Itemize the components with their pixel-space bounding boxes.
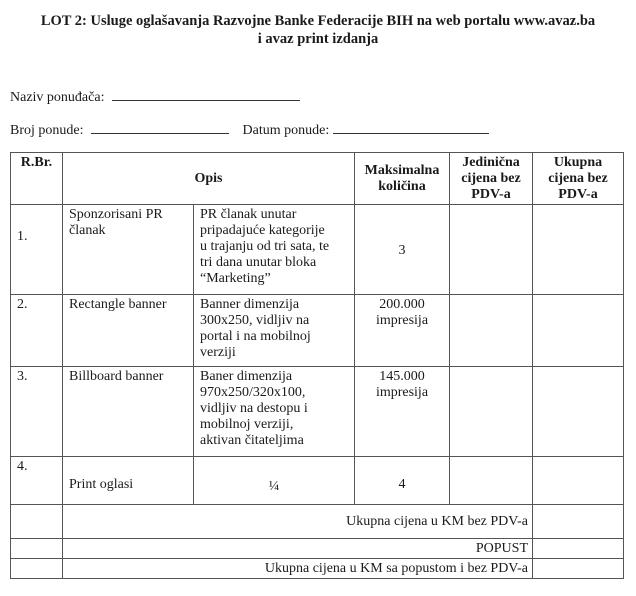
table-row [11,205,624,295]
total-price-cell[interactable] [533,457,624,505]
item-description: PR članak unutar pripadajuće kategorije u trajanju od tri sata, te tri dana unutar bloka “Marketing” [194,205,355,295]
item-quantity: 200.000 impresija [355,295,450,367]
header-unit-price: Jedinična cijena bez PDV-a [450,153,533,205]
offer-row [10,119,489,139]
row-number: 3. [11,367,63,457]
bidder-name-label: Naziv ponuđača: [10,90,105,105]
total-price-cell[interactable] [533,205,624,295]
summary-row-total-discount [11,559,624,579]
row-number: 2. [11,295,63,367]
unit-price-cell[interactable] [450,295,533,367]
table-row [11,457,624,505]
item-quantity: 4 [355,457,450,505]
header-total-price: Ukupna cijena bez PDV-a [533,153,624,205]
document-title [0,12,636,48]
total-price-cell[interactable] [533,367,624,457]
discount-label: POPUST [63,539,533,559]
offer-number-label: Broj ponude: [10,123,84,138]
total-discount-value-cell[interactable] [533,559,624,579]
item-description: Baner dimenzija 970x250/320x100, vidljiv na destopu i mobilnoj verziji, aktivan čitateljima [194,367,355,457]
total-value-cell[interactable] [533,505,624,539]
item-description: Banner dimenzija 300x250, vidljiv na portal i na mobilnoj verziji [194,295,355,367]
table-row [11,367,624,457]
item-quantity: 3 [355,205,450,295]
total-price-cell[interactable] [533,295,624,367]
item-name: Sponzorisani PR članak [63,205,194,295]
offer-date-field[interactable] [333,119,489,134]
title-line-1: LOT 2: Usluge oglašavanja Razvojne Banke Federacije BIH na web portalu www.avaz.ba [40,13,596,29]
item-name: Billboard banner [63,367,194,457]
total-discount-label: Ukupna cijena u KM sa popustom i bez PDV-a [63,559,533,579]
row-number: 4. [11,457,63,505]
total-label: Ukupna cijena u KM bez PDV-a [63,505,533,539]
header-no: R.Br. [11,153,63,205]
item-name: Print oglasi [63,457,194,505]
item-quantity: 145.000 impresija [355,367,450,457]
summary-row-total [11,505,624,539]
offer-number-field[interactable] [91,119,229,134]
unit-price-cell[interactable] [450,457,533,505]
item-name: Rectangle banner [63,295,194,367]
bidder-name-field[interactable] [112,86,300,101]
header-description: Opis [63,153,355,205]
unit-price-cell[interactable] [450,367,533,457]
header-row [11,153,624,205]
header-max-quantity: Maksimalna količina [355,153,450,205]
title-line-2: i avaz print izdanja [257,31,379,47]
item-description: ¼ [194,457,355,505]
row-number: 1. [11,205,63,295]
unit-price-cell[interactable] [450,205,533,295]
pricing-table [10,152,624,579]
discount-value-cell[interactable] [533,539,624,559]
summary-row-discount [11,539,624,559]
offer-date-label: Datum ponude: [242,123,330,138]
table-row [11,295,624,367]
bidder-name-row [10,86,300,106]
